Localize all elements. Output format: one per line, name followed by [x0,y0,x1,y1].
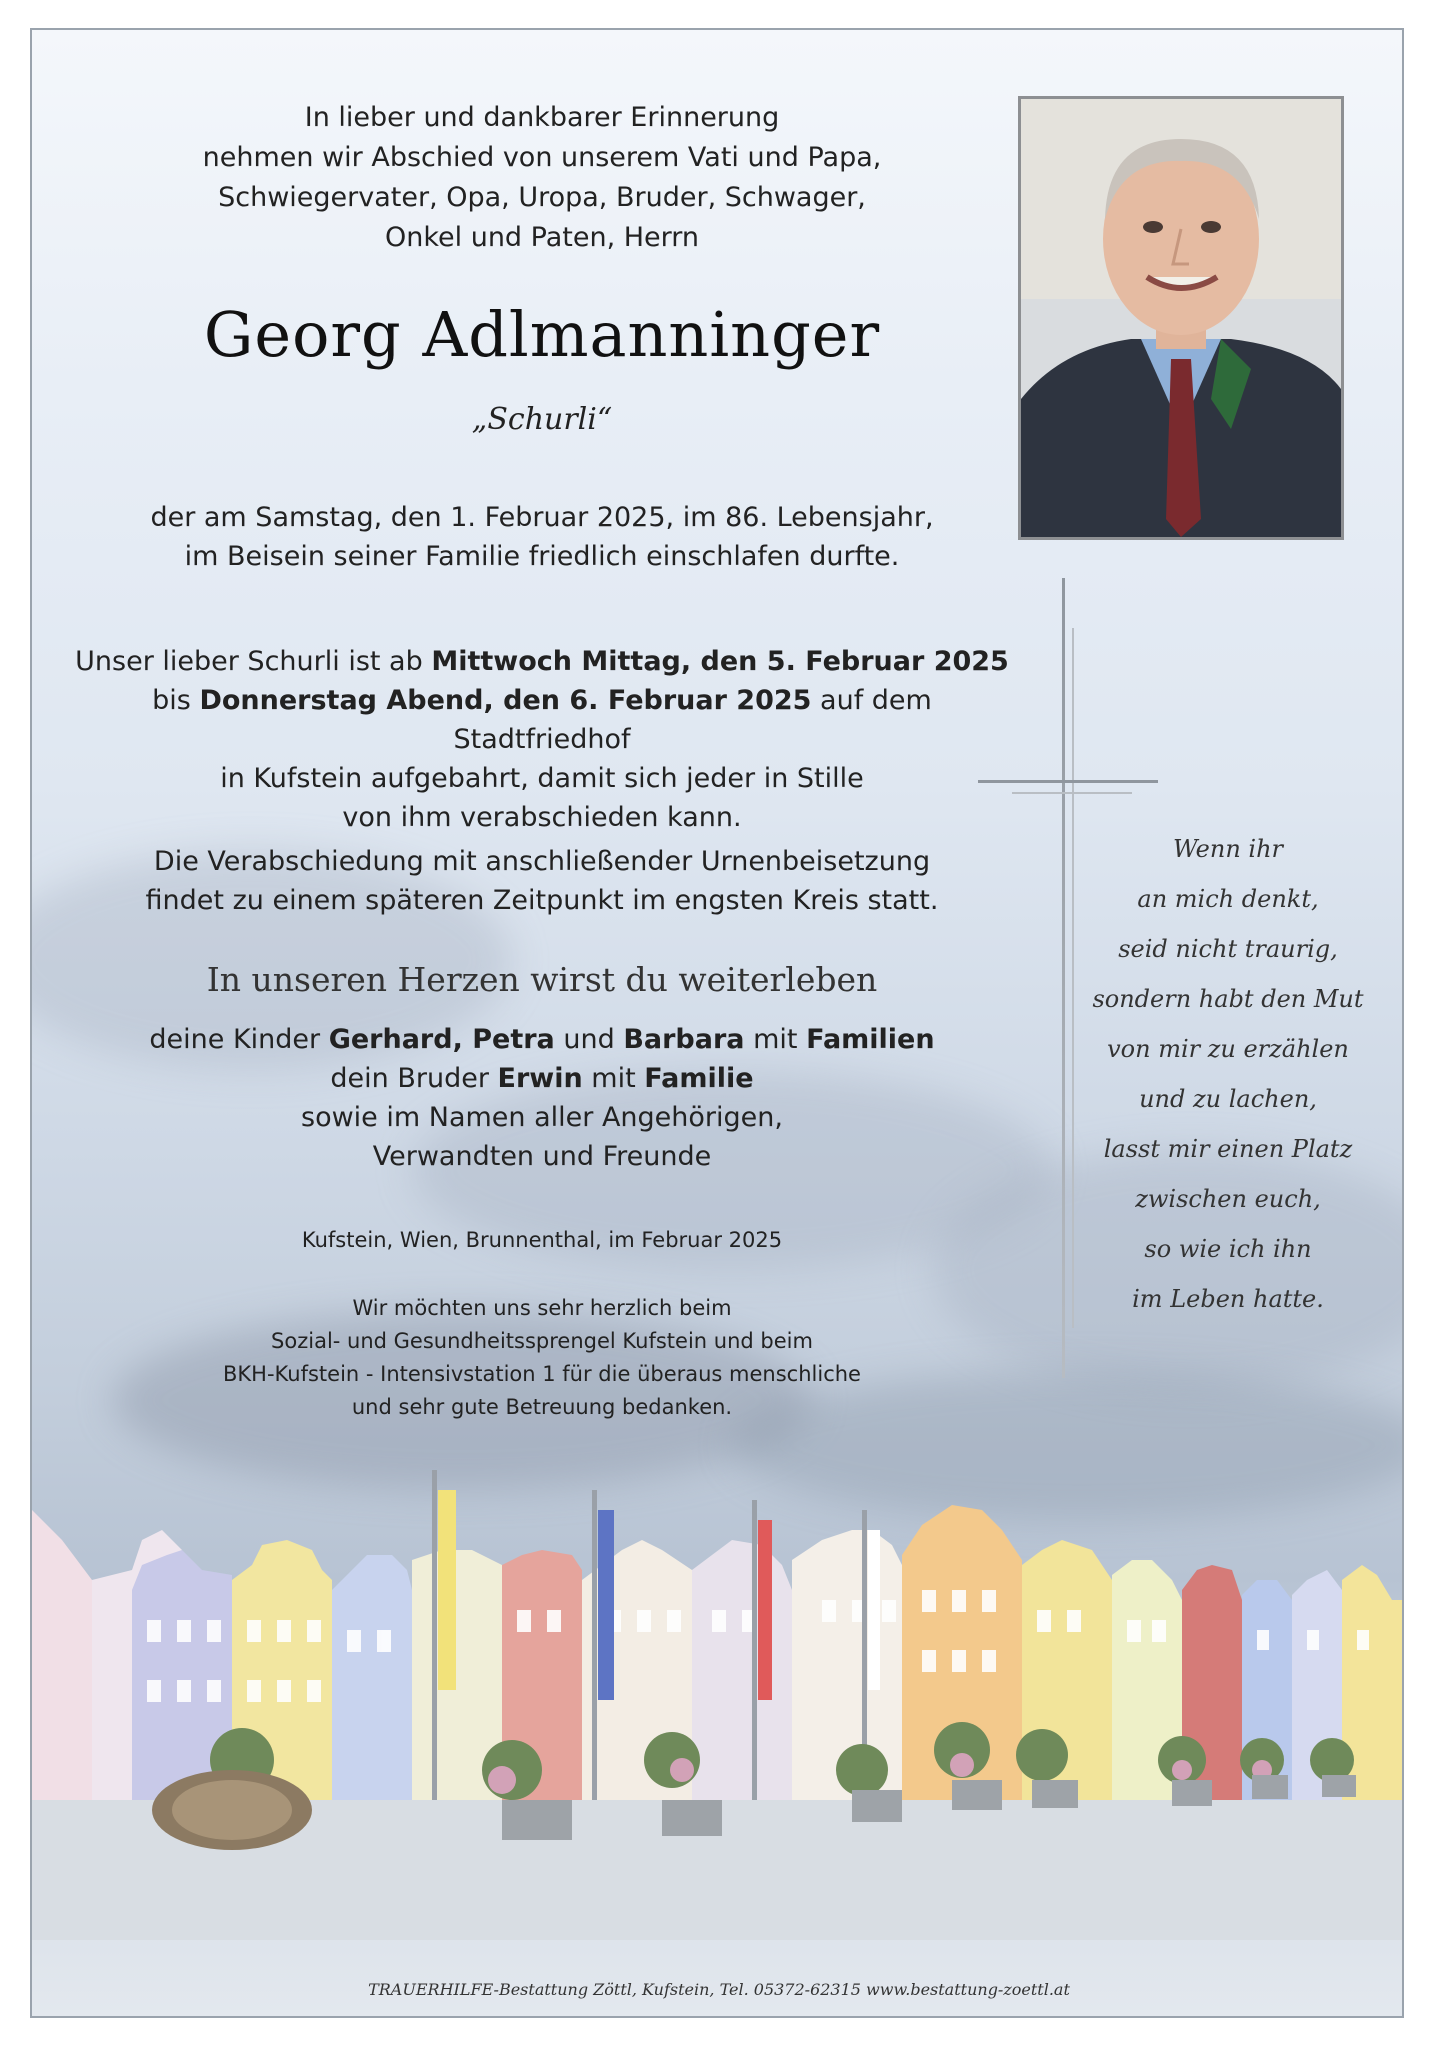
poem-line: sondern habt den Mut [1092,985,1364,1013]
text: und [554,1024,624,1055]
motto: In unseren Herzen wirst du weiterleben [206,960,878,999]
intro-line: nehmen wir Abschied von unserem Vati und Papa, [202,142,882,173]
portrait-image [1021,99,1341,537]
cross-horizontal [978,780,1158,783]
cross-horizontal-shadow [1012,792,1132,794]
thanks-line: und sehr gute Betreuung bedanken. [351,1395,733,1419]
death-line: im Beisein seiner Familie friedlich einschlafen durfte. [184,541,900,572]
thanks-line: Sozial- und Gesundheitssprengel Kufstein und beim [271,1329,813,1353]
family-line: Verwandten und Freunde [372,1141,712,1172]
poem-line: an mich denkt, [1137,885,1319,913]
poem-line: seid nicht traurig, [1118,935,1338,963]
poem-line: und zu lachen, [1139,1085,1317,1113]
intro-line: In lieber und dankbarer Erinnerung [304,102,780,133]
bold-text: Familie [644,1063,754,1094]
bold-text: Familien [806,1024,935,1055]
viewing-notice [72,642,1012,837]
intro-line: Schwiegervater, Opa, Uropa, Bruder, Schwager, [218,182,866,213]
nickname: „Schurli“ [471,402,613,437]
bold-text: Barbara [623,1024,745,1055]
farewell-line: findet zu einem späteren Zeitpunkt im engsten Kreis statt. [145,885,939,916]
thanks-text [72,1292,1012,1424]
viewing-line [72,681,1012,759]
bold-text: Erwin [497,1063,583,1094]
family-line [72,1059,1012,1098]
poem-line: zwischen euch, [1135,1185,1321,1213]
bold-text: Mittwoch Mittag, den 5. Februar 2025 [431,646,1009,677]
death-notice [72,498,1012,576]
portrait-photo [1018,96,1344,540]
poem-line: von mir zu erzählen [1107,1035,1349,1063]
deceased-name: Georg Adlmanninger [203,298,881,371]
family-list [72,1020,1012,1176]
town-square-image [32,1470,1404,1940]
thanks-line: Wir möchten uns sehr herzlich beim [352,1296,732,1320]
funeral-home-footer: TRAUERHILFE-Bestattung Zöttl, Kufstein, Tel. 05372-62315 www.bestattung-zoettl.at [368,1980,1070,1999]
text: deine Kinder [149,1024,329,1055]
obituary-card [30,28,1404,2018]
poem-line: so wie ich ihn [1144,1235,1312,1263]
poem-line: Wenn ihr [1172,835,1284,863]
bold-text: Donnerstag Abend, den 6. Februar 2025 [199,685,812,716]
cross-vertical [1062,578,1065,1378]
poem-line: lasst mir einen Platz [1103,1135,1353,1163]
viewing-line: von ihm verabschieden kann. [342,802,742,833]
thanks-line: BKH-Kufstein - Intensivstation 1 für die überaus menschliche [223,1362,861,1386]
poem-line: im Leben hatte. [1132,1285,1324,1313]
intro-text [72,98,1012,258]
text: Unser lieber Schurli ist ab [75,646,432,677]
farewell-line: Die Verabschiedung mit anschließender Urnenbeisetzung [153,846,931,877]
text: dein Bruder [330,1063,498,1094]
bold-text: Gerhard, Petra [328,1024,555,1055]
place-date: Kufstein, Wien, Brunnenthal, im Februar 2025 [301,1228,783,1252]
poem [1068,824,1388,1324]
family-line: sowie im Namen aller Angehörigen, [301,1102,783,1133]
viewing-line: in Kufstein aufgebahrt, damit sich jeder in Stille [220,763,864,794]
intro-line: Onkel und Paten, Herrn [384,222,700,253]
text: auf dem Stadtfriedhof [453,685,932,755]
farewell-notice [72,842,1012,920]
death-line: der am Samstag, den 1. Februar 2025, im 86. Lebensjahr, [150,502,934,533]
text: mit [744,1024,807,1055]
text: mit [582,1063,645,1094]
text: bis [152,685,200,716]
family-line [72,1020,1012,1059]
viewing-line [72,642,1012,681]
